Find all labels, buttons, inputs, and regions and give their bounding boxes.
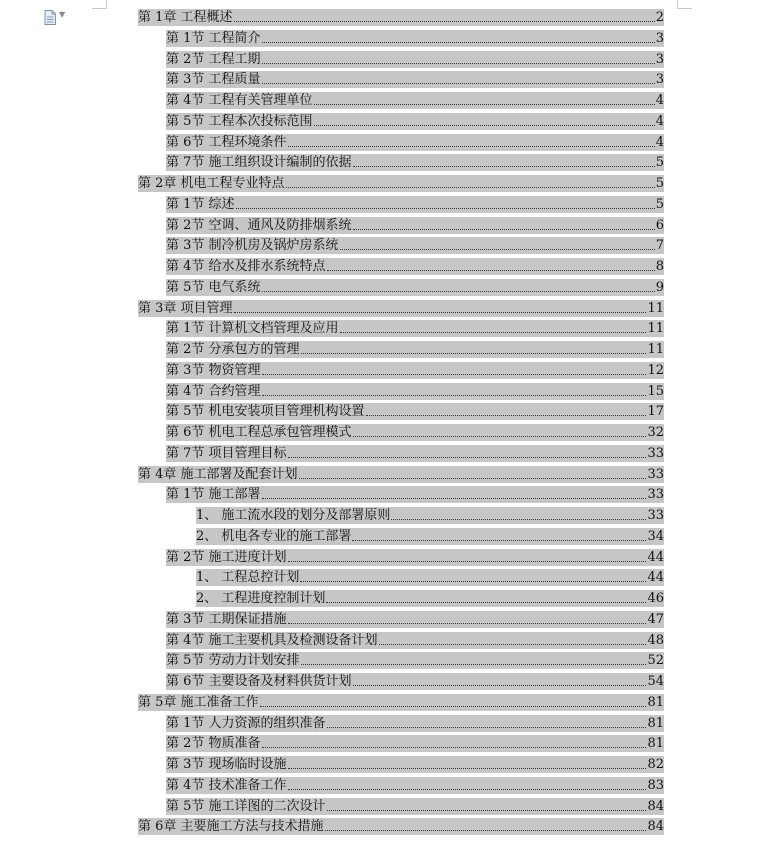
toc-entry-title: 2、 工程进度控制计划 bbox=[196, 591, 326, 606]
toc-entry[interactable] bbox=[196, 590, 664, 607]
toc-entry[interactable] bbox=[166, 362, 664, 379]
toc-entry-page: 84 bbox=[647, 819, 664, 834]
toc-entry-page: 48 bbox=[647, 633, 664, 648]
toc-entry-page: 4 bbox=[655, 114, 664, 129]
toc-entry[interactable] bbox=[166, 51, 664, 68]
toc-entry-page: 7 bbox=[655, 238, 664, 253]
toc-entry-title: 第 6节 工程环境条件 bbox=[166, 135, 287, 150]
document-icon[interactable] bbox=[44, 10, 56, 25]
toc-leader-dots bbox=[327, 726, 647, 728]
toc-leader-dots bbox=[236, 207, 655, 209]
toc-entry[interactable] bbox=[166, 30, 664, 47]
toc-entry-title: 第 5章 施工准备工作 bbox=[138, 695, 259, 710]
toc-leader-dots bbox=[288, 788, 647, 790]
toc-leader-dots bbox=[262, 62, 655, 64]
toc-entry-title: 第 1节 综述 bbox=[166, 197, 235, 212]
toc-entry-page: 4 bbox=[655, 93, 664, 108]
toc-entry[interactable] bbox=[166, 71, 664, 88]
toc-entry-title: 第 5节 劳动力计划安排 bbox=[166, 653, 300, 668]
toc-entry-title: 第 4节 合约管理 bbox=[166, 384, 261, 399]
toc-entry-page: 83 bbox=[647, 778, 664, 793]
toc-entry-title: 第 3章 项目管理 bbox=[138, 301, 233, 316]
toc-entry-title: 1、 工程总控计划 bbox=[196, 570, 300, 585]
toc-leader-dots bbox=[262, 290, 655, 292]
toc-leader-dots bbox=[262, 497, 647, 499]
toc-entry[interactable] bbox=[166, 632, 664, 649]
toc-entry-page: 33 bbox=[647, 508, 664, 523]
toc-entry-page: 81 bbox=[647, 695, 664, 710]
toc-entry[interactable] bbox=[166, 777, 664, 794]
toc-entry[interactable] bbox=[196, 528, 664, 545]
toc-entry-title: 第 7节 施工组织设计编制的依据 bbox=[166, 155, 352, 170]
toc-entry-page: 9 bbox=[655, 280, 664, 295]
toc-entry[interactable] bbox=[166, 217, 664, 234]
toc-entry-title: 第 1节 人力资源的组织准备 bbox=[166, 716, 326, 731]
toc-entry-page: 3 bbox=[655, 31, 664, 46]
toc-entry-page: 54 bbox=[647, 674, 664, 689]
toc-entry[interactable] bbox=[166, 279, 664, 296]
toc-entry[interactable] bbox=[166, 383, 664, 400]
page-corner-top-right-v bbox=[677, 0, 678, 9]
toc-leader-dots bbox=[327, 809, 647, 811]
toc-entry[interactable] bbox=[138, 300, 664, 317]
toc-entry-title: 第 5节 机电安装项目管理机构设置 bbox=[166, 404, 365, 419]
toc-entry-page: 32 bbox=[647, 425, 664, 440]
toc-entry[interactable] bbox=[138, 694, 664, 711]
toc-entry-page: 44 bbox=[647, 570, 664, 585]
toc-entry-title: 第 4节 给水及排水系统特点 bbox=[166, 259, 326, 274]
toc-leader-dots bbox=[260, 705, 647, 707]
page-corner-top-left-v bbox=[106, 0, 107, 9]
toc-leader-dots bbox=[379, 643, 647, 645]
toc-leader-dots bbox=[314, 124, 655, 126]
toc-entry[interactable] bbox=[166, 486, 664, 503]
toc-entry-title: 第 3节 制冷机房及锅炉房系统 bbox=[166, 238, 339, 253]
chevron-down-icon[interactable]: ▼ bbox=[59, 10, 66, 19]
toc-leader-dots bbox=[288, 767, 647, 769]
toc-entry[interactable] bbox=[166, 673, 664, 690]
toc-leader-dots bbox=[262, 746, 647, 748]
page-corner-top-left-h bbox=[92, 8, 106, 9]
toc-entry-page: 8 bbox=[655, 259, 664, 274]
toc-entry[interactable] bbox=[166, 652, 664, 669]
toc-entry-page: 12 bbox=[647, 363, 664, 378]
toc-leader-dots bbox=[299, 477, 647, 479]
toc-entry-page: 5 bbox=[655, 176, 664, 191]
toc-entry-title: 第 2节 工程工期 bbox=[166, 52, 261, 67]
toc-entry-page: 2 bbox=[655, 10, 664, 25]
toc-entry-page: 82 bbox=[647, 757, 664, 772]
toc-entry[interactable] bbox=[166, 549, 664, 566]
toc-entry-title: 第 4节 施工主要机具及检测设备计划 bbox=[166, 633, 378, 648]
toc-entry-title: 第 5节 施工详图的二次设计 bbox=[166, 799, 326, 814]
toc-entry[interactable] bbox=[166, 756, 664, 773]
toc-entry-page: 17 bbox=[647, 404, 664, 419]
toc-entry-title: 第 2章 机电工程专业特点 bbox=[138, 176, 285, 191]
toc-leader-dots bbox=[301, 352, 647, 354]
toc-leader-dots bbox=[340, 331, 647, 333]
toc-leader-dots bbox=[286, 186, 655, 188]
toc-entry-page: 44 bbox=[647, 550, 664, 565]
toc-entry-page: 34 bbox=[647, 529, 664, 544]
toc-entry-title: 第 5节 工程本次投标范围 bbox=[166, 114, 313, 129]
toc-leader-dots bbox=[391, 518, 646, 520]
toc-entry[interactable] bbox=[138, 466, 664, 483]
toc-entry-title: 第 3节 现场临时设施 bbox=[166, 757, 287, 772]
toc-leader-dots bbox=[301, 663, 647, 665]
toc-entry-title: 第 3节 工程质量 bbox=[166, 72, 261, 87]
toc-entry[interactable] bbox=[166, 403, 664, 420]
toc-leader-dots bbox=[234, 311, 647, 313]
toc-leader-dots bbox=[340, 248, 655, 250]
toc-entry-page: 4 bbox=[655, 135, 664, 150]
toc-entry[interactable] bbox=[166, 445, 664, 462]
toc-entry-page: 33 bbox=[647, 446, 664, 461]
toc-entry-title: 1、 施工流水段的划分及部署原则 bbox=[196, 508, 391, 523]
toc-entry-page: 81 bbox=[647, 736, 664, 751]
toc-entry[interactable] bbox=[166, 258, 664, 275]
toc-leader-dots bbox=[262, 82, 655, 84]
toc-leader-dots bbox=[288, 456, 647, 458]
toc-entry[interactable] bbox=[166, 134, 664, 151]
toc-entry-title: 第 2节 施工进度计划 bbox=[166, 550, 287, 565]
toc-entry-title: 第 3节 物资管理 bbox=[166, 363, 261, 378]
toc-entry[interactable] bbox=[166, 320, 664, 337]
toc-leader-dots bbox=[366, 414, 647, 416]
toc-entry-page: 11 bbox=[647, 301, 664, 316]
toc-entry[interactable] bbox=[166, 237, 664, 254]
toc-entry-title: 第 7节 项目管理目标 bbox=[166, 446, 287, 461]
toc-entry-title: 第 6节 机电工程总承包管理模式 bbox=[166, 425, 352, 440]
toc-leader-dots bbox=[300, 580, 646, 582]
toc-entry-title: 第 1章 工程概述 bbox=[138, 10, 233, 25]
toc-entry[interactable] bbox=[166, 92, 664, 109]
toc-entry-title: 2、 机电各专业的施工部署 bbox=[196, 529, 352, 544]
toc-entry[interactable] bbox=[138, 818, 664, 835]
toc-entry[interactable] bbox=[166, 341, 664, 358]
toc-entry-title: 第 2节 物质准备 bbox=[166, 736, 261, 751]
toc-entry[interactable] bbox=[166, 798, 664, 815]
toc-entry-page: 47 bbox=[647, 612, 664, 627]
toc-leader-dots bbox=[353, 435, 647, 437]
toc-leader-dots bbox=[262, 373, 647, 375]
toc-entry-page: 15 bbox=[647, 384, 664, 399]
toc-entry-page: 3 bbox=[655, 72, 664, 87]
toc-entry[interactable] bbox=[166, 196, 664, 213]
toc-leader-dots bbox=[288, 145, 655, 147]
toc-entry-title: 第 6章 主要施工方法与技术措施 bbox=[138, 819, 324, 834]
toc-entry-page: 6 bbox=[655, 218, 664, 233]
toc-entry-title: 第 5节 电气系统 bbox=[166, 280, 261, 295]
toc-leader-dots bbox=[327, 269, 655, 271]
toc-entry-page: 5 bbox=[655, 197, 664, 212]
toc-entry-page: 46 bbox=[647, 591, 664, 606]
toc-entry[interactable] bbox=[138, 9, 664, 26]
toc-leader-dots bbox=[326, 601, 646, 603]
toc-entry-page: 11 bbox=[647, 342, 664, 357]
toc-entry-title: 第 3节 工期保证措施 bbox=[166, 612, 287, 627]
toc-leader-dots bbox=[353, 165, 655, 167]
toc-entry[interactable] bbox=[166, 715, 664, 732]
toc-entry[interactable] bbox=[196, 569, 664, 586]
toc-leader-dots bbox=[353, 228, 655, 230]
toc-entry-title: 第 1节 工程简介 bbox=[166, 31, 261, 46]
toc-entry-page: 81 bbox=[647, 716, 664, 731]
toc-entry-title: 第 4节 工程有关管理单位 bbox=[166, 93, 313, 108]
toc-leader-dots bbox=[325, 829, 647, 831]
toc-entry[interactable] bbox=[166, 611, 664, 628]
toc-leader-dots bbox=[234, 20, 655, 22]
toc-entry-page: 84 bbox=[647, 799, 664, 814]
toc-leader-dots bbox=[288, 560, 647, 562]
toc-entry-title: 第 2节 分承包方的管理 bbox=[166, 342, 300, 357]
page-corner-top-right-h bbox=[678, 8, 692, 9]
toc-leader-dots bbox=[352, 539, 646, 541]
toc-leader-dots bbox=[262, 394, 647, 396]
toc-leader-dots bbox=[353, 684, 647, 686]
toc-entry[interactable] bbox=[166, 154, 664, 171]
toc-entry-title: 第 2节 空调、通风及防排烟系统 bbox=[166, 218, 352, 233]
toc-entry-title: 第 6节 主要设备及材料供货计划 bbox=[166, 674, 352, 689]
toc-entry-page: 33 bbox=[647, 467, 664, 482]
toc-leader-dots bbox=[314, 103, 655, 105]
toc-leader-dots bbox=[288, 622, 647, 624]
toc-leader-dots bbox=[262, 41, 655, 43]
toc-entry-page: 52 bbox=[647, 653, 664, 668]
toc-entry-page: 33 bbox=[647, 487, 664, 502]
toc-entry[interactable] bbox=[138, 175, 664, 192]
toc-entry-title: 第 4节 技术准备工作 bbox=[166, 778, 287, 793]
toc-entry-title: 第 1节 施工部署 bbox=[166, 487, 261, 502]
toc-entry-title: 第 4章 施工部署及配套计划 bbox=[138, 467, 298, 482]
toc-entry[interactable] bbox=[166, 424, 664, 441]
toc-entry[interactable] bbox=[196, 507, 664, 524]
toc-entry-page: 11 bbox=[647, 321, 664, 336]
toc-entry[interactable] bbox=[166, 113, 664, 130]
toc-entry-page: 5 bbox=[655, 155, 664, 170]
toc-entry-page: 3 bbox=[655, 52, 664, 67]
toc-entry-title: 第 1节 计算机文档管理及应用 bbox=[166, 321, 339, 336]
toc-entry[interactable] bbox=[166, 735, 664, 752]
